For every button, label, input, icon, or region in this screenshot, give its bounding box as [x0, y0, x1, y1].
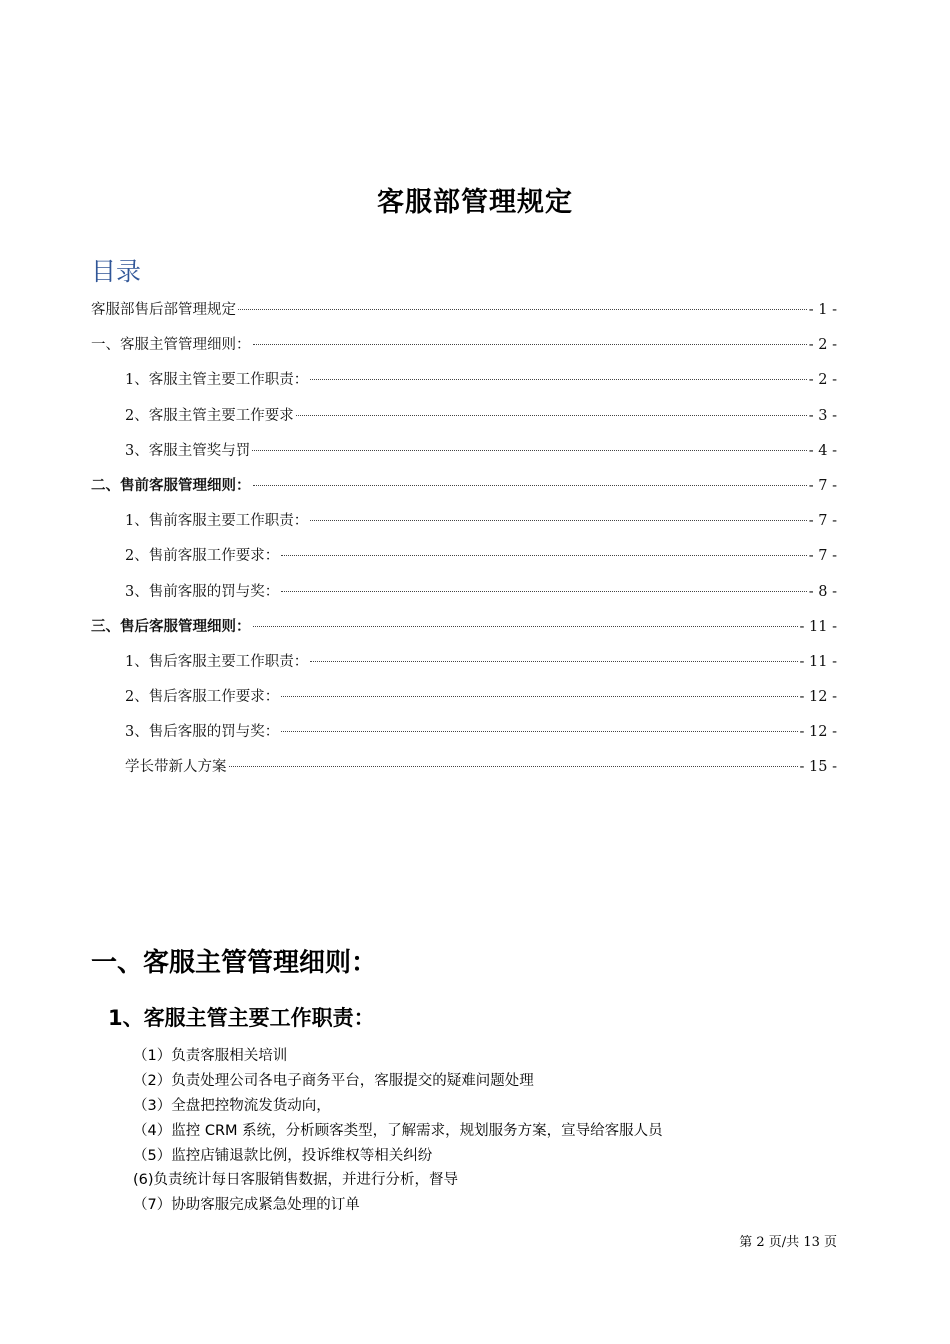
toc-entry-page: - 2 - [808, 337, 837, 354]
toc-entry[interactable] [91, 368, 837, 403]
toc-leader-dots [253, 485, 807, 486]
list-item: （1）负责客服相关培训 [133, 1048, 288, 1064]
toc-entry[interactable] [91, 650, 837, 685]
toc-entry[interactable] [91, 615, 837, 650]
toc-entry[interactable] [91, 580, 837, 615]
toc-entry-label: 1、售后客服主要工作职责： [125, 653, 309, 670]
toc-entry-page: - 7 - [808, 477, 837, 494]
toc-entry[interactable] [91, 333, 837, 368]
toc-leader-dots [238, 309, 807, 310]
toc-leader-dots [310, 379, 807, 380]
toc-entry[interactable] [91, 720, 837, 755]
toc-entry-page: - 8 - [808, 583, 837, 600]
toc-entry-label: 2、售前客服工作要求： [125, 548, 280, 565]
toc-entry-page: - 4 - [808, 442, 837, 459]
toc-leader-dots [253, 344, 807, 345]
toc-entry-page: - 11 - [799, 653, 837, 670]
toc-leader-dots [281, 696, 797, 697]
toc-entry-label: 1、售前客服主要工作职责： [125, 513, 309, 530]
toc-leader-dots [281, 591, 807, 592]
section-heading: 一、客服主管管理细则： [91, 948, 378, 978]
toc-entry-page: - 1 - [808, 302, 837, 318]
toc-leader-dots [281, 555, 807, 556]
toc-entry-label: 2、售后客服工作要求： [125, 689, 280, 706]
list-item: （7）协助客服完成紧急处理的订单 [133, 1197, 360, 1214]
toc-entry-label: 客服部售后部管理规定 [91, 302, 236, 318]
toc-leader-dots [281, 731, 797, 732]
toc-entry[interactable] [91, 404, 837, 439]
toc-heading: 目录 [91, 257, 142, 286]
toc-leader-dots [296, 415, 807, 416]
toc-entry-label: 3、客服主管奖与罚 [125, 442, 251, 459]
toc-entry-label: 1、客服主管主要工作职责： [125, 372, 309, 389]
subsection-heading: 1、客服主管主要工作职责： [108, 1006, 375, 1030]
list-item: (6)负责统计每日客服销售数据，并进行分析，督导 [133, 1172, 459, 1189]
toc-entry-label: 3、售后客服的罚与奖： [125, 724, 280, 741]
list-item: （3）全盘把控物流发货动向， [133, 1097, 331, 1114]
toc-entry-label: 学长带新人方案 [125, 759, 227, 776]
list-item: （5）监控店铺退款比例，投诉维权等相关纠纷 [133, 1147, 433, 1164]
toc-entry[interactable] [91, 509, 837, 544]
toc-entry[interactable] [91, 544, 837, 579]
toc-entry-label: 一、客服主管管理细则： [91, 337, 251, 354]
toc-entry-page: - 15 - [799, 759, 837, 776]
toc-entry[interactable] [91, 755, 837, 790]
toc-leader-dots [253, 626, 798, 627]
toc-entry-label: 二、售前客服管理细则： [91, 476, 251, 494]
toc-entry-page: - 11 - [799, 618, 837, 635]
toc-entry-label: 三、售后客服管理细则： [91, 617, 251, 635]
toc-entry-page: - 12 - [799, 724, 837, 741]
toc-entry[interactable] [91, 298, 837, 333]
toc-leader-dots [310, 520, 807, 521]
document-title: 客服部管理规定 [377, 187, 573, 218]
toc-entry-page: - 2 - [808, 372, 837, 389]
table-of-contents [91, 298, 837, 791]
toc-entry-page: - 7 - [808, 548, 837, 565]
toc-entry-label: 2、客服主管主要工作要求 [125, 407, 294, 424]
toc-leader-dots [252, 450, 807, 451]
list-item: （4）监控 CRM 系统，分析顾客类型，了解需求，规划服务方案，宣导给客服人员 [133, 1122, 663, 1139]
toc-entry[interactable] [91, 474, 837, 509]
toc-entry-label: 3、售前客服的罚与奖： [125, 583, 280, 600]
toc-leader-dots [310, 661, 797, 662]
toc-entry-page: - 3 - [808, 407, 837, 424]
duty-list [133, 1044, 663, 1218]
toc-entry-page: - 12 - [799, 689, 837, 706]
toc-entry[interactable] [91, 439, 837, 474]
list-item: （2）负责处理公司各电子商务平台，客服提交的疑难问题处理 [133, 1072, 534, 1089]
page-footer: 第 2 页/共 13 页 [739, 1235, 837, 1250]
toc-leader-dots [229, 766, 798, 767]
toc-entry[interactable] [91, 685, 837, 720]
toc-entry-page: - 7 - [808, 513, 837, 530]
